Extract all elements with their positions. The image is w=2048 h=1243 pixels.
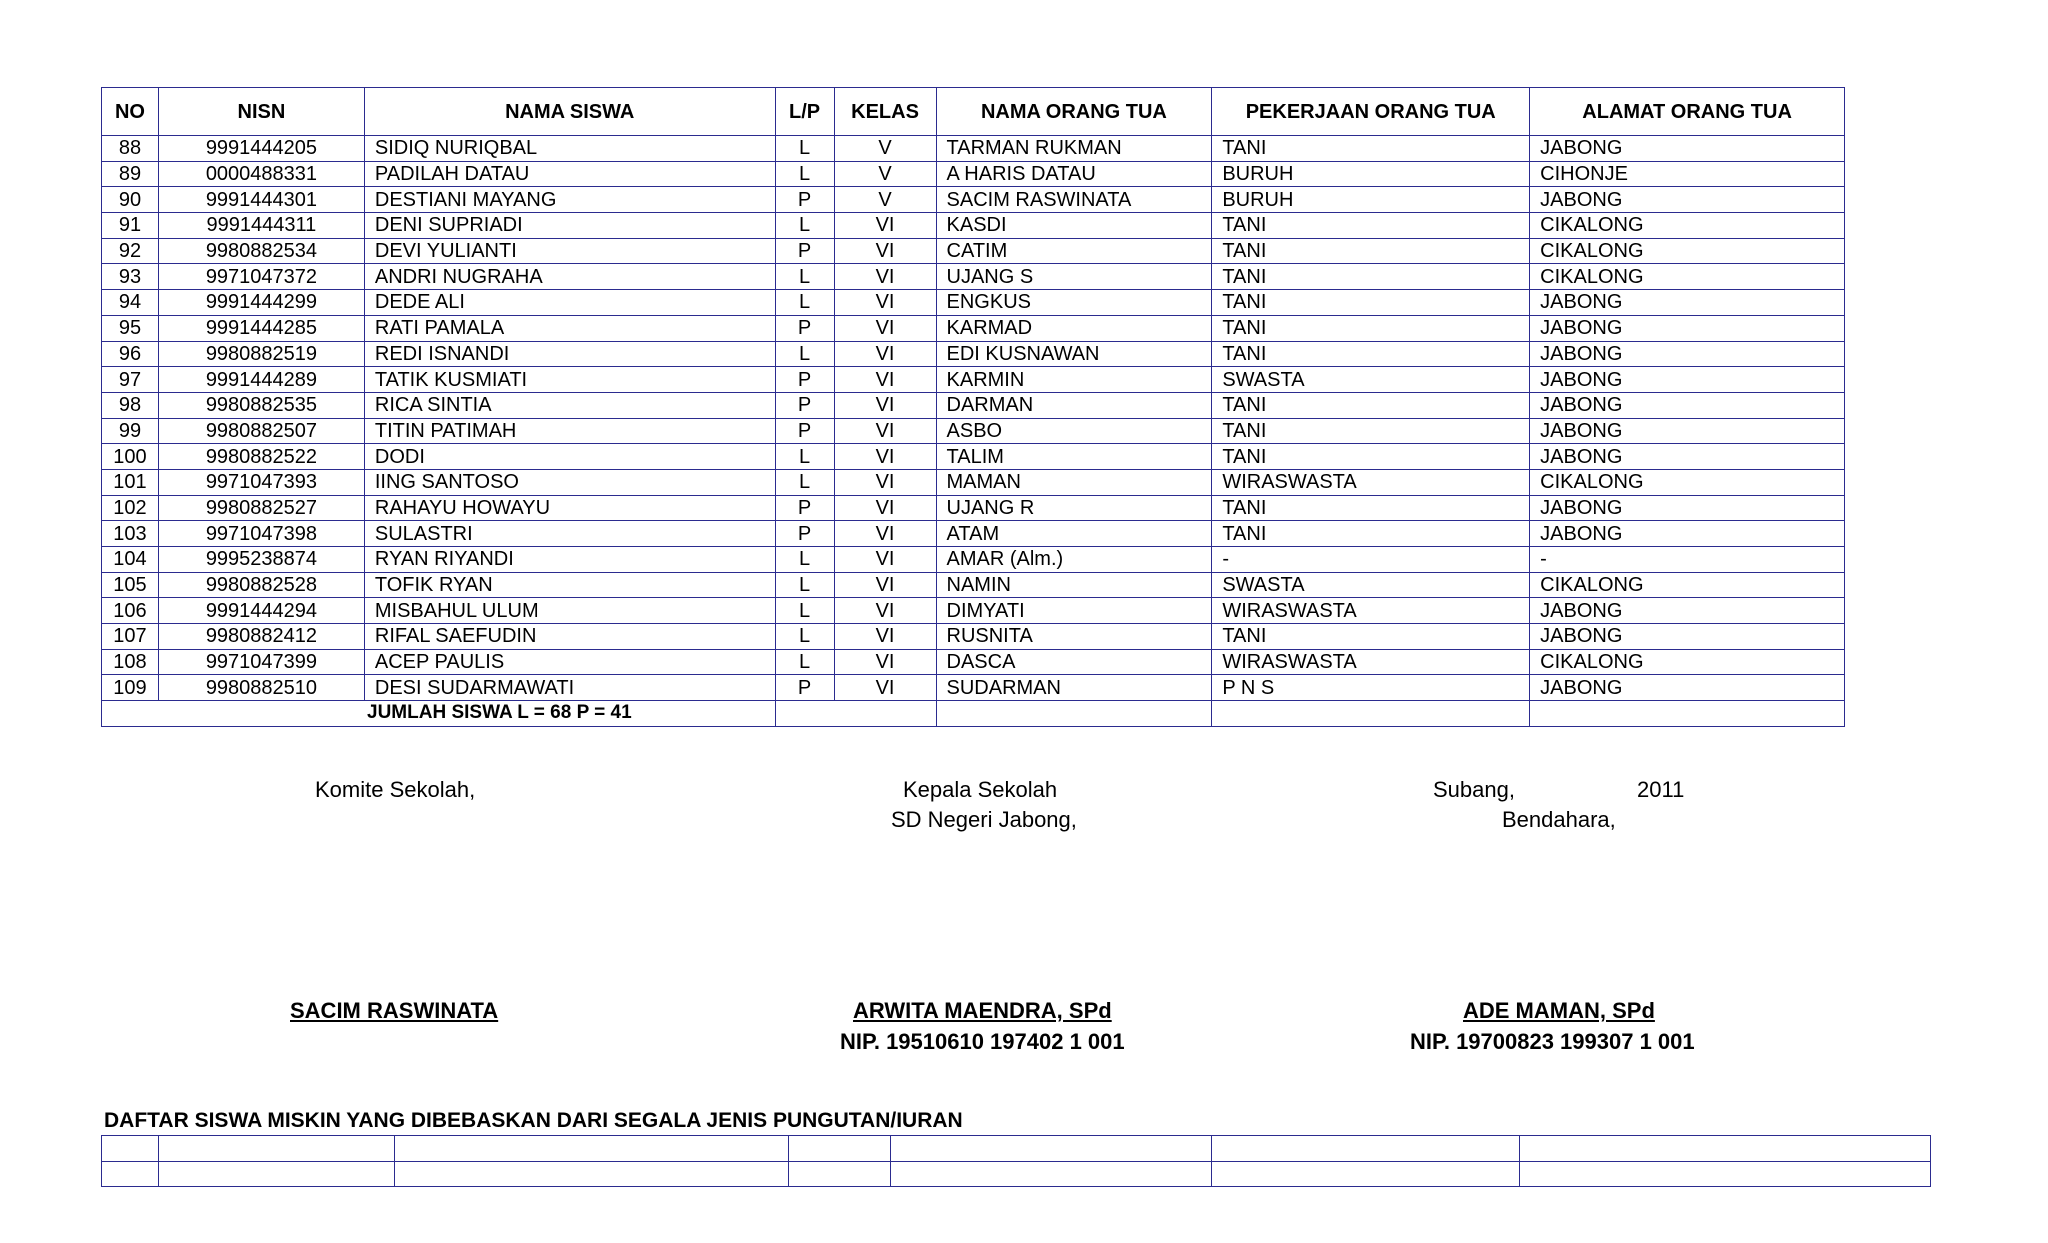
table-row <box>102 238 1845 264</box>
cell-kelas: VI <box>834 238 936 264</box>
cell-alamat: JABONG <box>1530 392 1845 418</box>
cell-kelas: V <box>834 136 936 162</box>
cell-pekerjaan: - <box>1212 547 1530 573</box>
cell-alamat: JABONG <box>1530 598 1845 624</box>
cell-nisn: 9971047398 <box>158 521 364 547</box>
cell-lp: L <box>775 572 834 598</box>
table-row <box>102 290 1845 316</box>
cell-no: 90 <box>102 187 159 213</box>
cell-no: 88 <box>102 136 159 162</box>
table-row <box>102 521 1845 547</box>
cell-pekerjaan: SWASTA <box>1212 367 1530 393</box>
empty-cell <box>890 1161 1212 1187</box>
cell-nisn: 9971047399 <box>158 649 364 675</box>
cell-nama-orang-tua: EDI KUSNAWAN <box>936 341 1212 367</box>
cell-nama-orang-tua: A HARIS DATAU <box>936 161 1212 187</box>
cell-kelas: V <box>834 187 936 213</box>
empty-cell <box>102 1161 159 1187</box>
empty-cell <box>1520 1136 1931 1162</box>
table-row <box>102 367 1845 393</box>
cell-nama-siswa: REDI ISNANDI <box>364 341 775 367</box>
cell-nama-orang-tua: SUDARMAN <box>936 675 1212 701</box>
cell-nama-siswa: TITIN PATIMAH <box>364 418 775 444</box>
cell-lp: L <box>775 161 834 187</box>
cell-nisn: 9991444289 <box>158 367 364 393</box>
cell-nama-orang-tua: ENGKUS <box>936 290 1212 316</box>
cell-nisn: 9980882412 <box>158 624 364 650</box>
cell-alamat: CIKALONG <box>1530 264 1845 290</box>
kepala-school: SD Negeri Jabong, <box>891 807 1077 832</box>
year-label: 2011 <box>1637 777 1685 802</box>
cell-kelas: VI <box>834 444 936 470</box>
cell-lp: L <box>775 136 834 162</box>
cell-nama-orang-tua: NAMIN <box>936 572 1212 598</box>
cell-nama-siswa: RYAN RIYANDI <box>364 547 775 573</box>
cell-kelas: VI <box>834 392 936 418</box>
cell-nisn: 9980882507 <box>158 418 364 444</box>
empty-cell <box>1212 1136 1520 1162</box>
cell-pekerjaan: TANI <box>1212 213 1530 239</box>
komite-name: SACIM RASWINATA <box>290 998 499 1023</box>
cell-nama-siswa: SULASTRI <box>364 521 775 547</box>
cell-kelas: VI <box>834 675 936 701</box>
cell-no: 91 <box>102 213 159 239</box>
empty-cell <box>788 1136 890 1162</box>
cell-nama-siswa: ANDRI NUGRAHA <box>364 264 775 290</box>
cell-no: 92 <box>102 238 159 264</box>
cell-pekerjaan: TANI <box>1212 444 1530 470</box>
cell-no: 95 <box>102 315 159 341</box>
table-row <box>102 315 1845 341</box>
cell-lp: L <box>775 213 834 239</box>
kepala-title: Kepala Sekolah <box>903 777 1058 802</box>
cell-pekerjaan: TANI <box>1212 136 1530 162</box>
cell-kelas: VI <box>834 572 936 598</box>
bendahara-name: ADE MAMAN, SPd <box>1463 998 1655 1023</box>
cell-alamat: CIKALONG <box>1530 213 1845 239</box>
cell-nama-siswa: DEVI YULIANTI <box>364 238 775 264</box>
cell-nama-siswa: TOFIK RYAN <box>364 572 775 598</box>
cell-pekerjaan: TANI <box>1212 264 1530 290</box>
header-nama-siswa: NAMA SISWA <box>364 88 775 136</box>
table-row <box>102 213 1845 239</box>
cell-lp: P <box>775 238 834 264</box>
cell-nama-orang-tua: DIMYATI <box>936 598 1212 624</box>
cell-no: 106 <box>102 598 159 624</box>
header-alamat: ALAMAT ORANG TUA <box>1530 88 1845 136</box>
cell-alamat: JABONG <box>1530 136 1845 162</box>
cell-kelas: VI <box>834 213 936 239</box>
cell-lp: P <box>775 392 834 418</box>
empty-cell <box>788 1161 890 1187</box>
header-lp: L/P <box>775 88 834 136</box>
cell-lp: P <box>775 315 834 341</box>
cell-kelas: VI <box>834 547 936 573</box>
cell-lp: P <box>775 418 834 444</box>
kepala-name: ARWITA MAENDRA, SPd <box>853 998 1112 1023</box>
total-empty-cell <box>775 701 936 727</box>
header-kelas: KELAS <box>834 88 936 136</box>
total-empty-cell <box>1212 701 1530 727</box>
cell-kelas: VI <box>834 521 936 547</box>
cell-pekerjaan: SWASTA <box>1212 572 1530 598</box>
table-row <box>102 469 1845 495</box>
cell-no: 101 <box>102 469 159 495</box>
bendahara-title: Bendahara, <box>1502 807 1616 832</box>
table-row <box>102 392 1845 418</box>
table-row <box>102 418 1845 444</box>
cell-lp: L <box>775 649 834 675</box>
cell-no: 93 <box>102 264 159 290</box>
cell-lp: L <box>775 469 834 495</box>
cell-nama-orang-tua: DASCA <box>936 649 1212 675</box>
cell-alamat: JABONG <box>1530 624 1845 650</box>
table-row <box>102 572 1845 598</box>
empty-cell <box>394 1161 788 1187</box>
cell-lp: P <box>775 367 834 393</box>
cell-no: 97 <box>102 367 159 393</box>
cell-alamat: CIKALONG <box>1530 469 1845 495</box>
cell-no: 99 <box>102 418 159 444</box>
cell-nisn: 9991444301 <box>158 187 364 213</box>
cell-nama-siswa: RICA SINTIA <box>364 392 775 418</box>
cell-no: 89 <box>102 161 159 187</box>
cell-nisn: 9991444311 <box>158 213 364 239</box>
cell-alamat: JABONG <box>1530 187 1845 213</box>
cell-alamat: CIKALONG <box>1530 238 1845 264</box>
cell-nama-orang-tua: KASDI <box>936 213 1212 239</box>
cell-lp: P <box>775 675 834 701</box>
cell-no: 103 <box>102 521 159 547</box>
header-no: NO <box>102 88 159 136</box>
cell-nama-orang-tua: MAMAN <box>936 469 1212 495</box>
table-row <box>102 444 1845 470</box>
empty-cell <box>890 1136 1212 1162</box>
cell-nama-siswa: ACEP PAULIS <box>364 649 775 675</box>
cell-nama-orang-tua: SACIM RASWINATA <box>936 187 1212 213</box>
cell-nisn: 9980882527 <box>158 495 364 521</box>
poor-list-title: DAFTAR SISWA MISKIN YANG DIBEBASKAN DARI SEGALA JENIS PUNGUTAN/IURAN <box>104 1109 963 1132</box>
cell-no: 109 <box>102 675 159 701</box>
cell-kelas: VI <box>834 495 936 521</box>
cell-no: 94 <box>102 290 159 316</box>
cell-kelas: VI <box>834 418 936 444</box>
table-row <box>102 675 1845 701</box>
cell-nama-orang-tua: AMAR (Alm.) <box>936 547 1212 573</box>
cell-no: 107 <box>102 624 159 650</box>
table-row <box>102 161 1845 187</box>
cell-kelas: VI <box>834 264 936 290</box>
cell-nisn: 9991444205 <box>158 136 364 162</box>
cell-nama-orang-tua: DARMAN <box>936 392 1212 418</box>
cell-nama-orang-tua: ATAM <box>936 521 1212 547</box>
cell-pekerjaan: TANI <box>1212 290 1530 316</box>
cell-kelas: VI <box>834 649 936 675</box>
cell-nama-siswa: DEDE ALI <box>364 290 775 316</box>
cell-nisn: 9980882519 <box>158 341 364 367</box>
cell-pekerjaan: WIRASWASTA <box>1212 469 1530 495</box>
cell-nama-orang-tua: RUSNITA <box>936 624 1212 650</box>
empty-cell <box>158 1161 394 1187</box>
cell-alamat: - <box>1530 547 1845 573</box>
empty-cell <box>1520 1161 1931 1187</box>
kepala-nip: NIP. 19510610 197402 1 001 <box>840 1029 1125 1054</box>
cell-pekerjaan: BURUH <box>1212 161 1530 187</box>
cell-kelas: VI <box>834 624 936 650</box>
cell-alamat: CIKALONG <box>1530 649 1845 675</box>
cell-nama-siswa: DODI <box>364 444 775 470</box>
cell-pekerjaan: TANI <box>1212 341 1530 367</box>
cell-no: 96 <box>102 341 159 367</box>
cell-pekerjaan: WIRASWASTA <box>1212 649 1530 675</box>
cell-alamat: CIKALONG <box>1530 572 1845 598</box>
empty-cell <box>102 1136 159 1162</box>
cell-pekerjaan: WIRASWASTA <box>1212 598 1530 624</box>
cell-lp: L <box>775 624 834 650</box>
cell-nama-siswa: SIDIQ NURIQBAL <box>364 136 775 162</box>
cell-pekerjaan: TANI <box>1212 392 1530 418</box>
cell-pekerjaan: BURUH <box>1212 187 1530 213</box>
cell-lp: P <box>775 521 834 547</box>
cell-nama-siswa: DESTIANI MAYANG <box>364 187 775 213</box>
cell-nisn: 9991444299 <box>158 290 364 316</box>
cell-pekerjaan: TANI <box>1212 521 1530 547</box>
cell-nisn: 9980882528 <box>158 572 364 598</box>
cell-kelas: VI <box>834 341 936 367</box>
cell-alamat: JABONG <box>1530 444 1845 470</box>
cell-nama-siswa: DENI SUPRIADI <box>364 213 775 239</box>
cell-kelas: VI <box>834 598 936 624</box>
cell-nama-orang-tua: TARMAN RUKMAN <box>936 136 1212 162</box>
cell-nisn: 9980882510 <box>158 675 364 701</box>
table-row <box>102 624 1845 650</box>
cell-nisn: 0000488331 <box>158 161 364 187</box>
cell-pekerjaan: TANI <box>1212 418 1530 444</box>
cell-nama-siswa: TATIK KUSMIATI <box>364 367 775 393</box>
empty-cell <box>1212 1161 1520 1187</box>
cell-alamat: JABONG <box>1530 341 1845 367</box>
header-pekerjaan: PEKERJAAN ORANG TUA <box>1212 88 1530 136</box>
cell-nisn: 9971047393 <box>158 469 364 495</box>
cell-nama-siswa: DESI SUDARMAWATI <box>364 675 775 701</box>
cell-alamat: JABONG <box>1530 290 1845 316</box>
cell-lp: L <box>775 264 834 290</box>
cell-nisn: 9991444285 <box>158 315 364 341</box>
cell-no: 105 <box>102 572 159 598</box>
cell-alamat: JABONG <box>1530 521 1845 547</box>
cell-alamat: JABONG <box>1530 418 1845 444</box>
table-row <box>102 495 1845 521</box>
total-empty-cell <box>1530 701 1845 727</box>
table-row <box>102 598 1845 624</box>
table-row <box>102 136 1845 162</box>
header-nama-orang-tua: NAMA ORANG TUA <box>936 88 1212 136</box>
cell-pekerjaan: TANI <box>1212 624 1530 650</box>
total-row <box>102 701 1845 727</box>
table-row <box>102 264 1845 290</box>
empty-cell <box>394 1136 788 1162</box>
cell-nama-siswa: IING SANTOSO <box>364 469 775 495</box>
cell-alamat: JABONG <box>1530 495 1845 521</box>
cell-lp: L <box>775 444 834 470</box>
cell-alamat: JABONG <box>1530 675 1845 701</box>
cell-no: 98 <box>102 392 159 418</box>
table-header-row <box>102 88 1845 136</box>
cell-lp: L <box>775 290 834 316</box>
place-label: Subang, <box>1433 777 1515 802</box>
cell-nama-orang-tua: KARMAD <box>936 315 1212 341</box>
cell-nisn: 9980882522 <box>158 444 364 470</box>
table-row <box>102 1136 1931 1162</box>
cell-alamat: JABONG <box>1530 315 1845 341</box>
table-row <box>102 187 1845 213</box>
cell-pekerjaan: TANI <box>1212 495 1530 521</box>
cell-nisn: 9995238874 <box>158 547 364 573</box>
empty-cell <box>158 1136 394 1162</box>
cell-no: 102 <box>102 495 159 521</box>
cell-kelas: VI <box>834 469 936 495</box>
cell-nama-orang-tua: UJANG S <box>936 264 1212 290</box>
cell-nama-siswa: RATI PAMALA <box>364 315 775 341</box>
cell-kelas: VI <box>834 367 936 393</box>
cell-no: 100 <box>102 444 159 470</box>
cell-nisn: 9971047372 <box>158 264 364 290</box>
cell-nama-siswa: MISBAHUL ULUM <box>364 598 775 624</box>
cell-pekerjaan: TANI <box>1212 315 1530 341</box>
header-nisn: NISN <box>158 88 364 136</box>
komite-title: Komite Sekolah, <box>315 777 476 802</box>
poor-list-table <box>101 1135 1931 1187</box>
cell-nama-siswa: RIFAL SAEFUDIN <box>364 624 775 650</box>
student-table <box>101 87 1845 727</box>
table-row <box>102 1161 1931 1187</box>
cell-lp: L <box>775 598 834 624</box>
cell-nama-orang-tua: UJANG R <box>936 495 1212 521</box>
cell-nisn: 9980882535 <box>158 392 364 418</box>
cell-nama-siswa: PADILAH DATAU <box>364 161 775 187</box>
cell-lp: L <box>775 547 834 573</box>
cell-kelas: VI <box>834 290 936 316</box>
cell-lp: L <box>775 341 834 367</box>
cell-nisn: 9991444294 <box>158 598 364 624</box>
cell-nisn: 9980882534 <box>158 238 364 264</box>
bendahara-nip: NIP. 19700823 199307 1 001 <box>1410 1029 1695 1054</box>
cell-pekerjaan: P N S <box>1212 675 1530 701</box>
cell-nama-orang-tua: TALIM <box>936 444 1212 470</box>
cell-lp: P <box>775 495 834 521</box>
cell-nama-orang-tua: KARMIN <box>936 367 1212 393</box>
cell-kelas: V <box>834 161 936 187</box>
table-row <box>102 341 1845 367</box>
cell-pekerjaan: TANI <box>1212 238 1530 264</box>
cell-alamat: CIHONJE <box>1530 161 1845 187</box>
cell-nama-siswa: RAHAYU HOWAYU <box>364 495 775 521</box>
table-row <box>102 649 1845 675</box>
cell-lp: P <box>775 187 834 213</box>
cell-no: 108 <box>102 649 159 675</box>
cell-kelas: VI <box>834 315 936 341</box>
cell-nama-orang-tua: ASBO <box>936 418 1212 444</box>
table-row <box>102 547 1845 573</box>
total-empty-cell <box>936 701 1212 727</box>
cell-nama-orang-tua: CATIM <box>936 238 1212 264</box>
cell-no: 104 <box>102 547 159 573</box>
cell-alamat: JABONG <box>1530 367 1845 393</box>
total-label: JUMLAH SISWA L = 68 P = 41 <box>102 701 776 727</box>
